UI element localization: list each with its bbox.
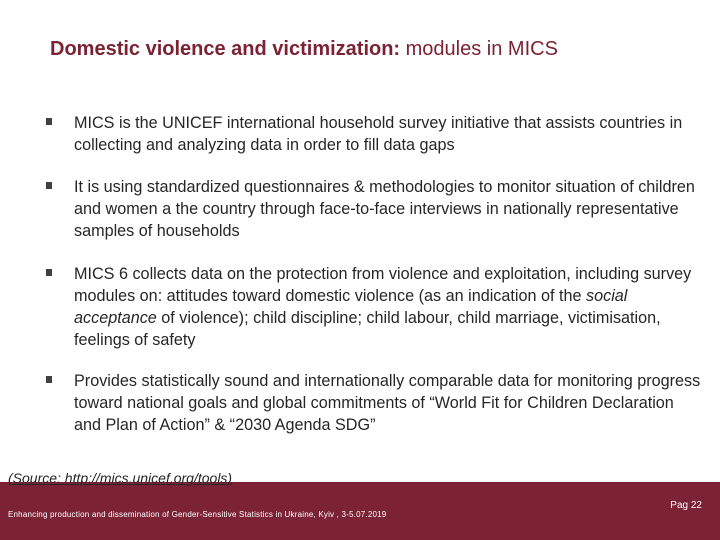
bullet-text: Provides statistically sound and internationally comparable data for monitoring progress toward national goals and global commitments of “World Fit for Children Declaration and Plan of Action” & “2030 Agenda SDG”: [74, 372, 701, 434]
square-bullet-icon: [46, 269, 52, 276]
bullet-text-italic: social acceptance: [74, 287, 628, 327]
bullet-item: [42, 370, 702, 436]
slide-title-bold: Domestic violence and victimization:: [50, 38, 401, 60]
square-bullet-icon: [46, 376, 52, 383]
footer-caption: Enhancing production and dissemination of Gender-Sensitive Statistics in Ukraine, Kyiv , 3-5.07.2019: [8, 510, 387, 519]
square-bullet-icon: [46, 182, 52, 189]
bullet-text-before: MICS 6 collects data on the protection from violence and exploitation, including survey modules on: attitudes toward domestic violence (as an indication of the: [74, 265, 692, 305]
square-bullet-icon: [46, 118, 52, 125]
bullet-item: [42, 112, 702, 156]
bullet-item: [42, 176, 702, 242]
page-number: Pag 22: [670, 500, 702, 511]
slide-title-regular: modules in MICS: [400, 38, 558, 60]
bullet-item: [42, 263, 702, 351]
bullet-list: [42, 112, 702, 456]
bullet-text: MICS is the UNICEF international household survey initiative that assists countries in collecting and analyzing data in order to fill data gaps: [74, 114, 683, 154]
source-link[interactable]: (Source: http://mics.unicef.org/tools): [8, 470, 233, 486]
bullet-text: It is using standardized questionnaires & methodologies to monitor situation of children and women a the country through face-to-face interviews in nationally representative samples of households: [74, 178, 695, 240]
bullet-text-after: of violence); child discipline; child labour, child marriage, victimisation, feelings of safety: [74, 309, 661, 349]
slide-title: [50, 38, 690, 61]
